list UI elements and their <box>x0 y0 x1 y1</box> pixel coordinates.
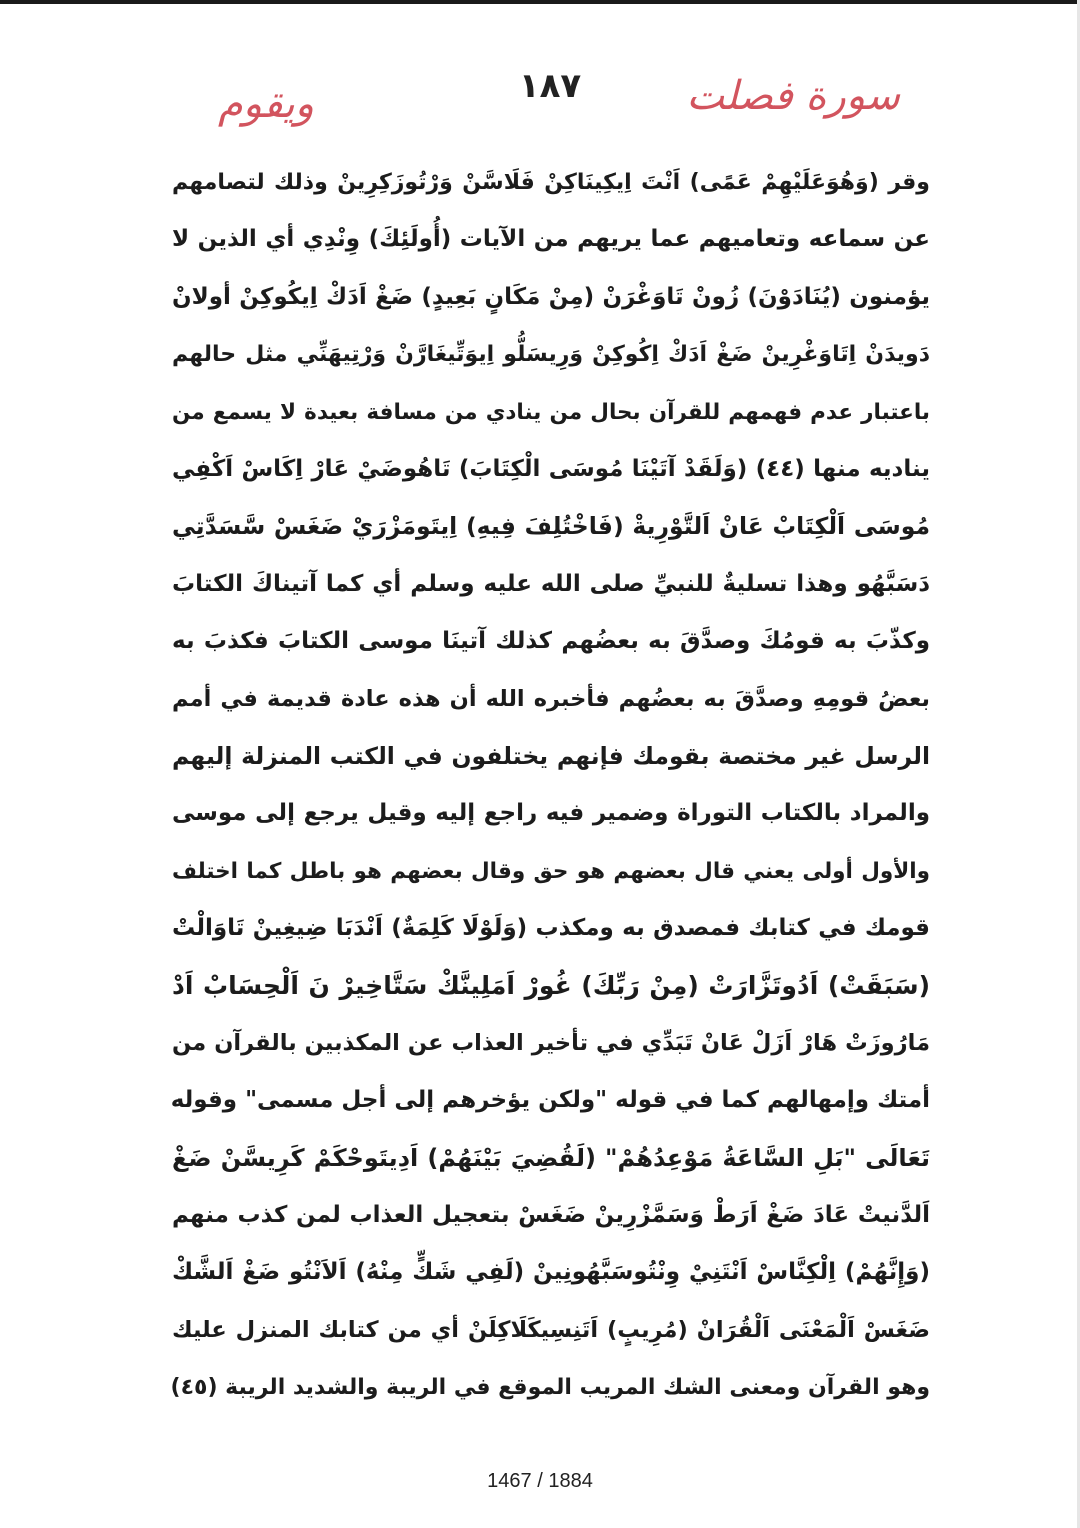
text-line: أمتك وإمهالهم كما في قوله "ولكن يؤخرهم إلى أجل مسمى" وقوله <box>170 1087 930 1114</box>
text-line: والأول أولى يعني قال بعضهم هو حق وقال بعضهم هو باطل كما اختلف <box>172 858 930 884</box>
text-line: تَعَالَى "بَلِ السَّاعَةُ مَوْعِدُهُمْ" (لَقُضِيَ بَيْنَهُمْ) اَدِيتَوحْكَمْ كَرِيسَّنْ ضَغْ <box>172 1143 930 1172</box>
text-line: (سَبَقَتْ) اَدُوتَزَّارَتْ (مِنْ رَبِّكَ) غُورْ اَمَلِينَّكْ سَتَّاخِيرْ نَ اَلْحِسَابْ اَدْ <box>172 971 930 1001</box>
text-line: يؤمنون (يُنَادَوْنَ) زُونْ تَاوَغْرَنْ (مِنْ مَكَانٍ بَعِيدٍ) ضَغْ اَدَكْ اِيكُوكِنْ أولانْ <box>172 283 930 310</box>
handwritten-surah-note: سورة فصلت <box>686 73 900 119</box>
text-line: اَلدَّنيتْ عَادَ ضَغْ اَرَطْ وَسَمَّزْرِينْ ضَغَسْ بتعجيل العذاب لمن كذب منهم <box>172 1202 930 1229</box>
text-line: بعضُ قومِهِ وصدَّقَ به بعضُهم فأخبره الله أن هذه عادة قديمة في أمم <box>172 685 930 712</box>
text-line: مُوسَى اَلْكِتَابْ عَانْ اَلتَّوْرِيةْ (فَاخْتُلِفَ فِيهِ) اِيتَومَزْرَيْ ضَغَسْ سَّسَدَّتِي <box>172 512 930 541</box>
text-line: وكذّبَ به قومُكَ وصدَّقَ به بعضُهم كذلك آتينَا موسى الكتابَ فكذبَ به <box>172 628 930 655</box>
page-counter: 1467 / 1884 <box>487 1470 593 1492</box>
text-line: الرسل غير مختصة بقومك فإنهم يختلفون في الكتب المنزلة إليهم <box>172 741 930 770</box>
text-line: دَسَبَّهُو وهذا تسليةٌ للنبيِّ صلى الله عليه وسلم أي كما آتيناكَ الكتابَ <box>172 570 930 597</box>
text-line: باعتبار عدم فهمهم للقرآن بحال من ينادي من مسافة بعيدة لا يسمع من <box>172 399 930 425</box>
text-line: ضَغَسْ اَلْمَعْنَى اَلْقُرَانْ (مُرِيبٍ) اَتَنِسِيكَلَاكِلَنْ أي من كتابك المنزل عليك <box>172 1316 930 1343</box>
text-line: والمراد بالكتاب التوراة وضمير فيه راجع إليه وقيل يرجع إلى موسى <box>172 800 930 827</box>
text-line: قومك في كتابك فمصدق به ومكذب (وَلَوْلَا كَلِمَةٌ) اَنْدَبَا ضِيغِينْ تَاوَالْتْ <box>172 915 930 942</box>
text-line: وقر (وَهُوَعَلَيْهِمْ عَمًى) اَنْتَ اِيكِينَاكِنْ فَلَاسَّنْ وَرْتُوزَكِرِينْ وذلك لتصامهم <box>172 170 930 195</box>
handwritten-catchword-note: ويقوم <box>218 81 315 127</box>
text-line: مَارُوزَتْ هَارْ اَزَلْ عَانْ تَبَدِّي في تأخير العذاب عن المكذبين بالقرآن من <box>172 1029 930 1056</box>
text-line: وهو القرآن ومعنى الشك المريب الموقع في الريبة والشديد الريبة (٤٥) <box>170 1375 930 1401</box>
text-line: دَويدَنْ اِتَاوَغْرِينْ ضَغْ اَدَكْ اِكُوكِنْ وَرِيسَلُّو اِيوَتِّيغَارَّنْ وَرْتِيهَنِّي مثل حالهم <box>172 342 930 368</box>
top-border <box>0 0 1080 4</box>
page-number: ١٨٧ <box>518 66 582 106</box>
text-line: يناديه منها (٤٤) (وَلَقَدْ آتَيْنَا مُوسَى الْكِتَابَ) تَاهُوضَيْ عَارْ اِكَاسْ اَكْفِي <box>172 455 930 482</box>
text-line: عن سماعه وتعاميهم عما يريهم من الآيات (أُولَئِكَ) وِنْدِي أي الذين لا <box>172 226 930 253</box>
text-line: (وَإِنَّهُمْ) اِلْكِنَّاسْ اَنْتَنِيْ وِنْتُوسَبَّهُونِينْ (لَفِي شَكٍّ مِنْهُ) اَلاَنْتُو ضَغْ اَلشَّكْ <box>172 1259 930 1286</box>
document-body <box>172 154 930 1417</box>
